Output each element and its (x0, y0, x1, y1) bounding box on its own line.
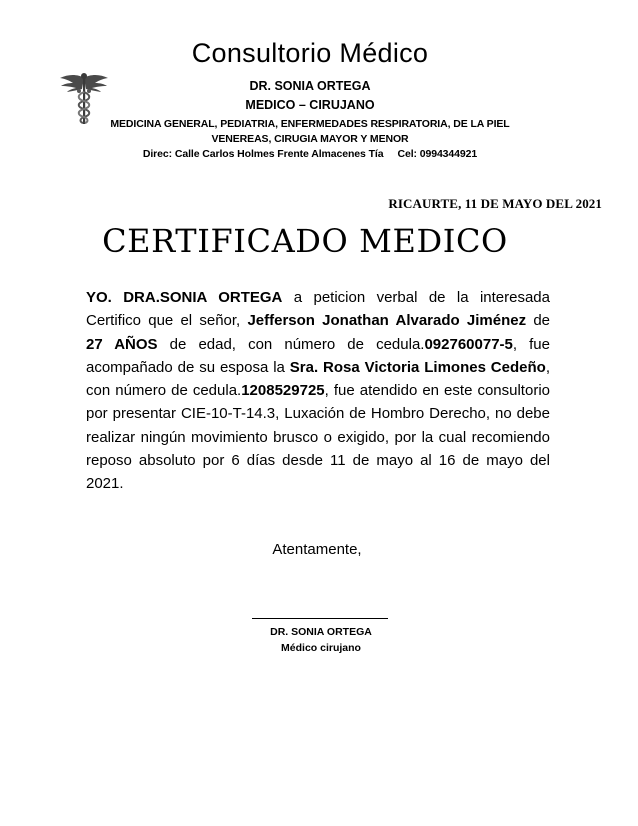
companion-name: Sra. Rosa Victoria Limones Cedeño (289, 358, 546, 376)
certificate-body (86, 286, 550, 496)
signature-line (252, 618, 388, 619)
companion-id: 1208529725 (241, 382, 325, 400)
body-text-2: de (526, 312, 551, 330)
doctor-title: MEDICO – CIRUJANO (245, 98, 375, 112)
doctor-name: DR. SONIA ORTEGA (249, 79, 371, 93)
clinic-title: Consultorio Médico (191, 38, 429, 68)
signature-name: DR. SONIA ORTEGA (270, 626, 372, 638)
body-text-1: a peticion verbal de la interesada Certifico que el señor, (86, 289, 550, 330)
phone: Cel: 0994344921 (397, 148, 478, 160)
body-text-3: de edad, con número de cedula. (157, 335, 425, 353)
specialties-line-1: MEDICINA GENERAL, PEDIATRIA, ENFERMEDADES RESPIRATORIA, DE LA PIEL (110, 118, 510, 130)
patient-id: 092760077-5 (424, 335, 513, 353)
closing: Atentamente, (272, 541, 362, 558)
address: Direc: Calle Carlos Holmes Frente Almacenes Tía (142, 148, 384, 160)
document-heading: CERTIFICADO MEDICO (102, 222, 508, 260)
author-name: YO. DRA.SONIA ORTEGA (86, 289, 283, 306)
body-text-6: , fue atendido en este consultorio por presentar CIE-10-T-14.3, Luxación de Hombro Derecho, no debe realizar ningún movimiento brusco o exigido, por la cual recomiendo reposo absoluto por 6 días desde 11 de mayo al 16 de mayo del 2021. (86, 382, 550, 493)
place-date: RICAURTE, 11 DE MAYO DEL 2021 (388, 196, 602, 211)
body-text-5: , con número de cedula. (86, 358, 550, 400)
body-text-4: , fue acompañado de su esposa la (86, 335, 550, 376)
address-line (0, 148, 620, 160)
specialties-line-2: VENEREAS, CIRUGIA MAYOR Y MENOR (211, 133, 409, 145)
patient-age: 27 AÑOS (86, 335, 158, 353)
patient-name: Jefferson Jonathan Alvarado Jiménez (247, 312, 527, 330)
signature-role: Médico cirujano (281, 642, 361, 654)
